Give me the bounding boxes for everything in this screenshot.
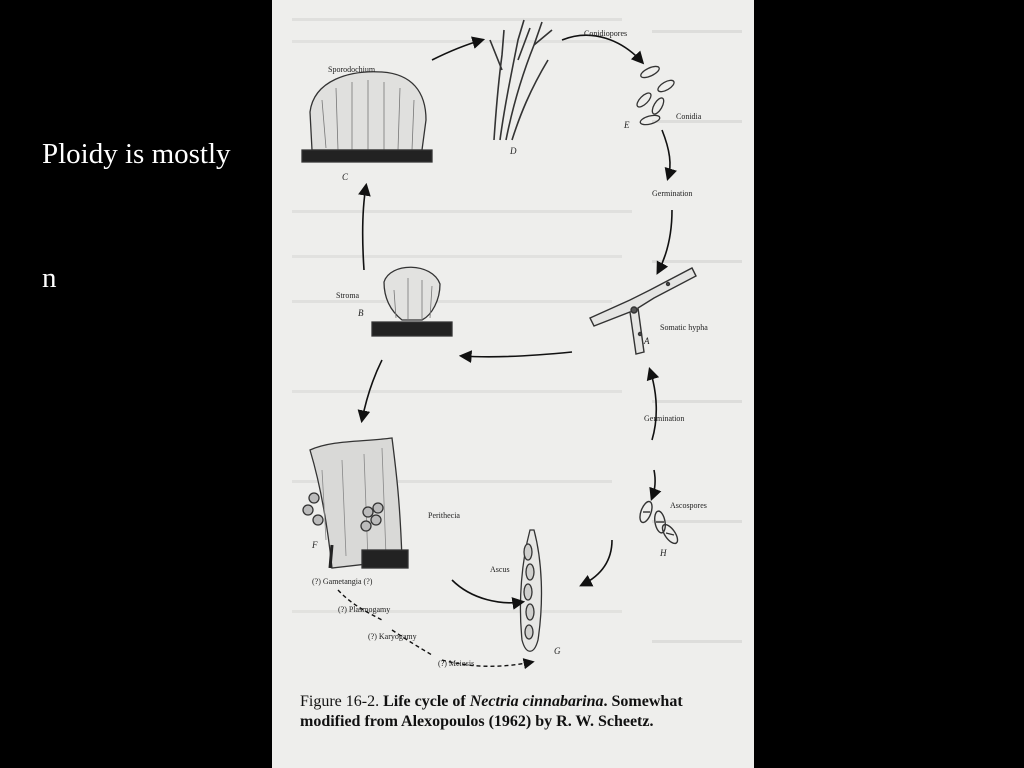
- textbook-page-figure: [272, 0, 754, 768]
- caption-figure-number: Figure 16-2.: [300, 693, 380, 710]
- life-cycle-diagram: [272, 0, 754, 768]
- label-conidia: Conidia: [676, 112, 702, 121]
- slide-text-line2: n: [42, 262, 57, 294]
- label-meiosis: (?) Meiosis: [438, 659, 475, 668]
- ascus-drawing: [520, 530, 541, 651]
- sporodochium-drawing: [302, 72, 432, 162]
- letter-g: G: [554, 646, 561, 656]
- caption-text-after: . Somewhat modified from Alexopoulos (1962) by R. W. Scheetz.: [300, 693, 683, 730]
- label-sporodochium: Sporodochium: [328, 65, 376, 74]
- somatic-hypha-drawing: [590, 268, 696, 354]
- label-conidiopores: Conidiopores: [584, 29, 628, 38]
- label-stroma: Stroma: [336, 291, 360, 300]
- label-karyogamy: (?) Karyogamy: [368, 632, 417, 641]
- letter-h: H: [660, 548, 667, 558]
- caption-text-before: Life cycle of: [383, 693, 466, 710]
- letter-f: F: [312, 540, 318, 550]
- letter-b: B: [358, 308, 364, 318]
- letter-d: D: [510, 146, 517, 156]
- letter-c: C: [342, 172, 349, 182]
- label-germination-top: Germination: [652, 189, 693, 198]
- label-plasmogamy: (?) Plasmogamy: [338, 605, 391, 614]
- label-somatic-hypha: Somatic hypha: [660, 323, 708, 332]
- label-ascospores: Ascospores: [670, 501, 707, 510]
- slide-text-line1: Ploidy is mostly: [42, 138, 231, 170]
- label-ascus: Ascus: [490, 565, 510, 574]
- figure-caption: [300, 692, 740, 732]
- letter-e: E: [624, 120, 630, 130]
- conidiophores-drawing: [490, 20, 552, 140]
- label-perithecia: Perithecia: [428, 511, 460, 520]
- perithecia-drawing: [303, 438, 408, 568]
- letter-a: A: [644, 336, 650, 346]
- label-germination-bottom: Germination: [644, 414, 685, 423]
- conidia-drawing: [635, 64, 676, 126]
- dashed-sexual-pathway: [338, 590, 532, 666]
- label-gametangia: (?) Gametangia (?): [312, 577, 373, 586]
- caption-species: Nectria cinnabarina: [469, 693, 604, 710]
